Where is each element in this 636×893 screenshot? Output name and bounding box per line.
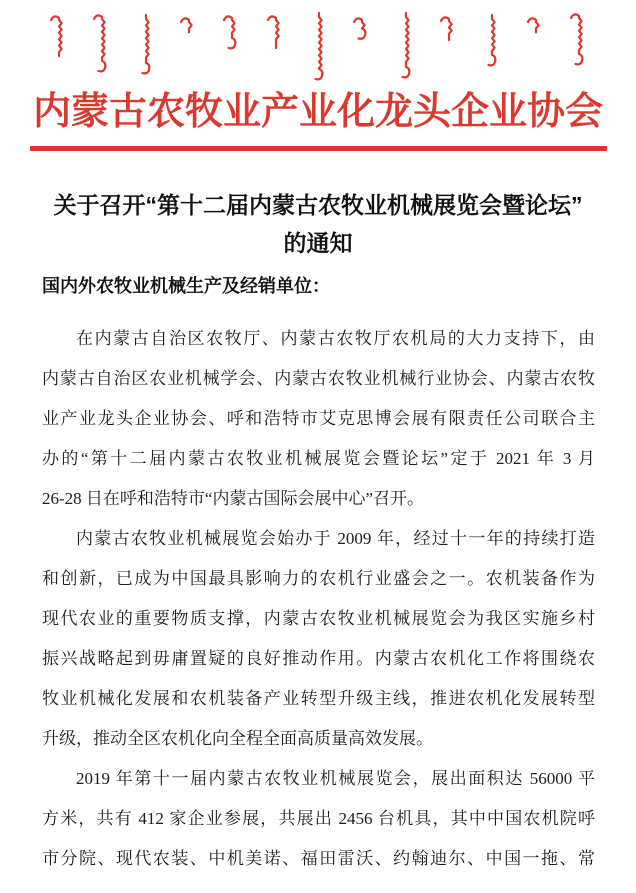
paragraph-line: 内蒙古自治区农业机械学会、内蒙古农牧业机械行业协会、内蒙古农牧 bbox=[42, 369, 595, 388]
association-name: 内蒙古农牧业产业化龙头企业协会 bbox=[32, 91, 603, 133]
paragraph bbox=[42, 319, 595, 519]
paragraph-line: 振兴战略起到毋庸置疑的良好推动作用。内蒙古农机化工作将围绕农 bbox=[42, 649, 595, 668]
paragraph-line: 2019 年第十一届内蒙古农牧业机械展览会，展出面积达 56000 平 bbox=[76, 769, 595, 788]
notice-title-line1: 关于召开“第十二届内蒙古农牧业机械展览会暨论坛” bbox=[53, 192, 583, 218]
mongolian-script-banner-icon bbox=[0, 8, 636, 88]
paragraph-line: 26-28 日在呼和浩特市“内蒙古国际会展中心”召开。 bbox=[42, 489, 425, 508]
paragraph-line: 市分院、现代农装、中机美诺、福田雷沃、约翰迪尔、中国一拖、常 bbox=[42, 849, 595, 868]
paragraph-line: 牧业机械化发展和农机装备产业转型升级主线，推进农机化发展转型 bbox=[42, 689, 595, 708]
paragraph-line: 在内蒙古自治区农牧厅、内蒙古农牧厅农机局的大力支持下，由 bbox=[76, 329, 595, 348]
salutation: 国内外农牧业机械生产及经销单位： bbox=[42, 276, 330, 296]
notice-title bbox=[14, 186, 622, 262]
header-divider bbox=[30, 146, 607, 151]
notice-body bbox=[42, 319, 595, 879]
paragraph-line: 和创新，已成为中国最具影响力的农机行业盛会之一。农机装备作为 bbox=[42, 569, 595, 588]
notice-title-line2: 的通知 bbox=[283, 230, 353, 256]
paragraph-line: 升级，推动全区农机化向全程全面高质量高效发展。 bbox=[42, 729, 433, 748]
paragraph-line: 内蒙古农牧业机械展览会始办于 2009 年，经过十一年的持续打造 bbox=[76, 529, 595, 548]
paragraph-line: 方米，共有 412 家企业参展，共展出 2456 台机具，其中中国农机院呼 bbox=[42, 809, 595, 828]
paragraph-line: 现代农业的重要物质支撑，内蒙古农牧业机械展览会为我区实施乡村 bbox=[42, 609, 595, 628]
paragraph bbox=[42, 519, 595, 759]
paragraph bbox=[42, 759, 595, 879]
paragraph-line: 办的“第十二届内蒙古农牧业机械展览会暨论坛”定于 2021 年 3 月 bbox=[42, 449, 595, 468]
paragraph-line: 业产业龙头企业协会、呼和浩特市艾克思博会展有限责任公司联合主 bbox=[42, 409, 595, 428]
